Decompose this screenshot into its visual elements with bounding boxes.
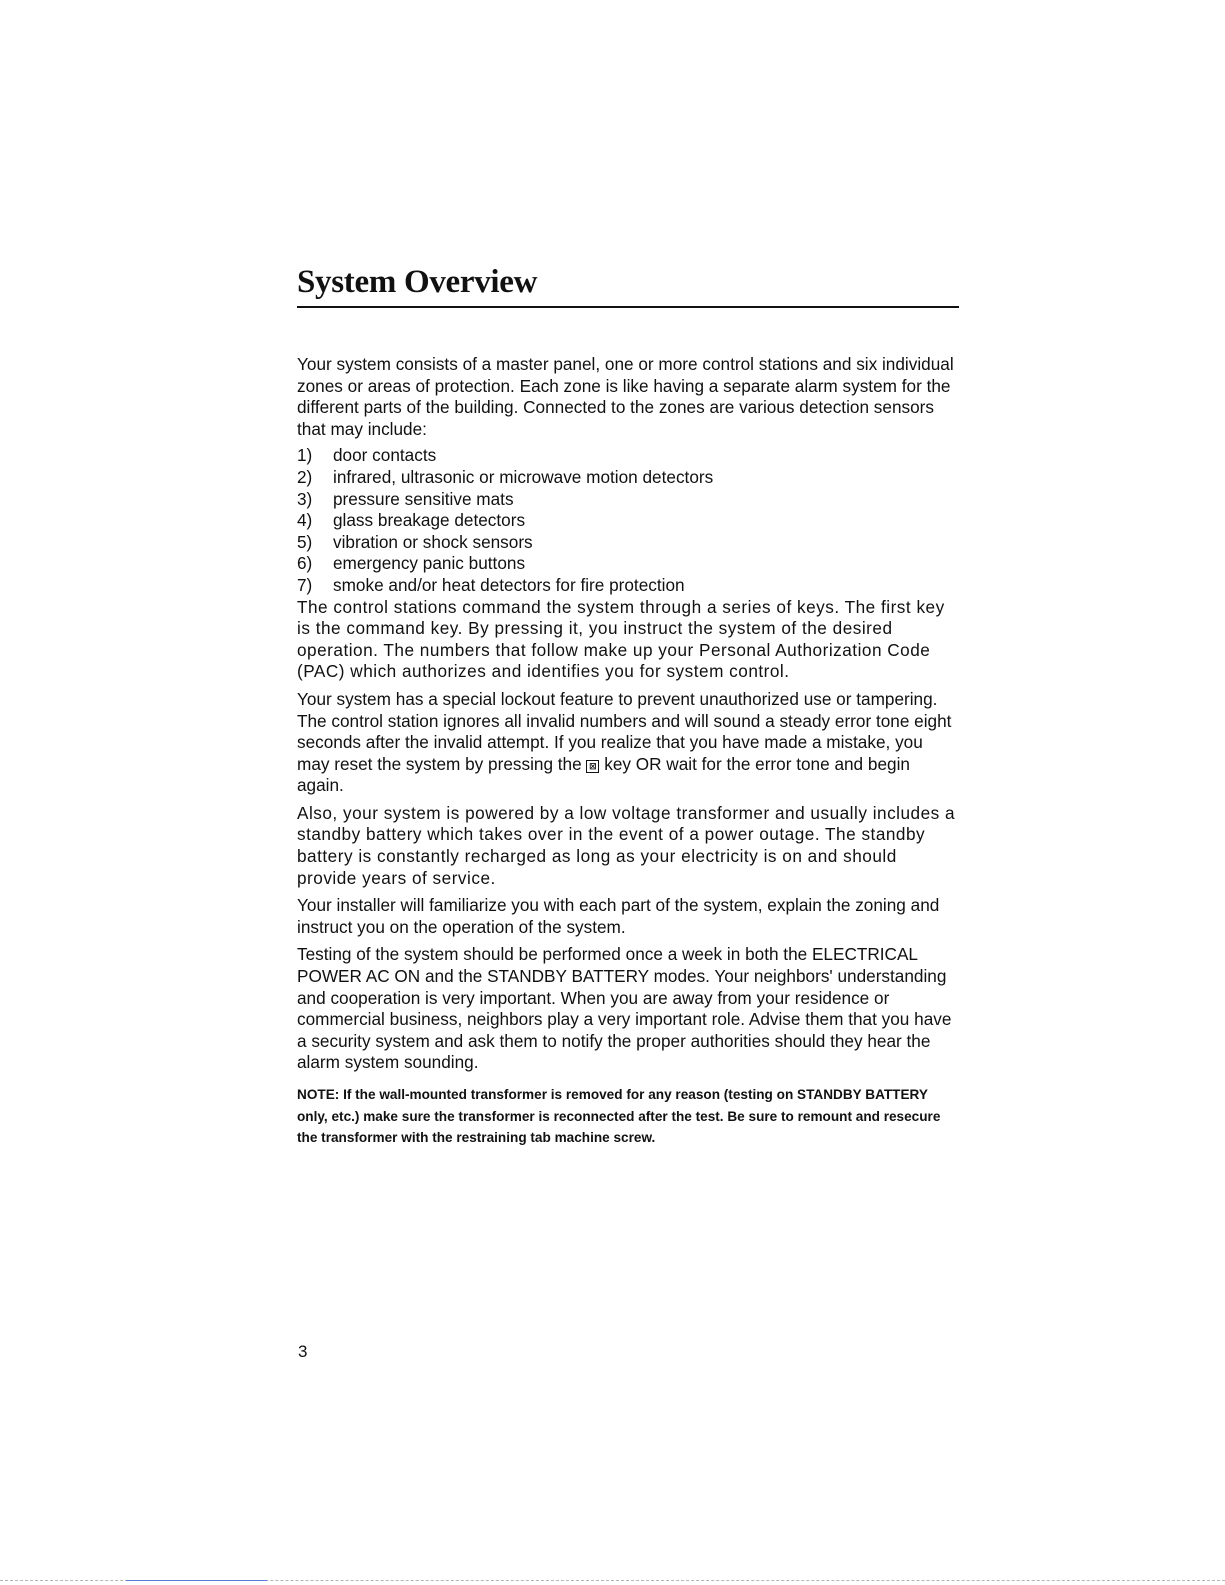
- note-paragraph: NOTE: If the wall-mounted transformer is removed for any reason (testing on STANDBY BATTERY only, etc.) make sure the transformer is reconnected after the test. Be sure to remount and resecure the transformer with the restraining tab machine screw.: [297, 1087, 941, 1146]
- lockout-paragraph: [297, 689, 959, 797]
- list-item-text: smoke and/or heat detectors for fire protection: [333, 574, 685, 595]
- list-item: [297, 445, 959, 467]
- list-item-number: 2): [297, 466, 313, 487]
- power-paragraph: Also, your system is powered by a low voltage transformer and usually includes a standby battery which takes over in the event of a power outage. The standby battery is constantly recharged as long as your electricity is on and should provide years of service.: [297, 802, 956, 888]
- installer-paragraph: Your installer will familiarize you with each part of the system, explain the zoning and instruct you on the operation of the system.: [297, 895, 940, 937]
- list-item-text: pressure sensitive mats: [333, 488, 514, 509]
- list-item: [297, 553, 959, 575]
- page-number: 3: [298, 1342, 308, 1361]
- list-item-text: infrared, ultrasonic or microwave motion detectors: [333, 466, 714, 487]
- list-item: [297, 510, 959, 532]
- sensor-list: [297, 445, 959, 596]
- intro-paragraph: Your system consists of a master panel, one or more control stations and six individual zones or areas of protection. Each zone is like having a separate alarm system for the different parts of the building. Connected to the zones are various detection sensors that may include:: [297, 354, 954, 439]
- list-item: [297, 489, 959, 511]
- page-body: [297, 354, 959, 1149]
- list-item-number: 6): [297, 553, 313, 574]
- list-item-number: 3): [297, 488, 313, 509]
- list-item-number: 5): [297, 531, 313, 552]
- testing-paragraph: Testing of the system should be performed once a week in both the ELECTRICAL POWER AC ON and the STANDBY BATTERY modes. Your neighbors' understanding and cooperation is very important. When you are away from your residence or commercial business, neighbors play a very important role. Advise them that you have a security system and ask them to notify the proper authorities should they hear the alarm system sounding.: [297, 944, 952, 1073]
- list-item: [297, 467, 959, 489]
- list-item-text: emergency panic buttons: [333, 553, 526, 574]
- control-stations-paragraph: The control stations command the system through a series of keys. The first key is the command key. By pressing it, you instruct the system of the desired operation. The numbers that follow make up your Personal Authorization Code (PAC) which authorizes and identifies you for system control.: [297, 596, 945, 682]
- list-item-text: glass breakage detectors: [333, 510, 526, 531]
- title-underline: [297, 306, 959, 308]
- list-item: [297, 575, 959, 597]
- list-item-text: door contacts: [333, 445, 437, 466]
- lockout-text-continued: key OR wait for the error tone and begin again.: [297, 753, 910, 796]
- list-item-number: 7): [297, 574, 313, 595]
- list-item-number: 1): [297, 445, 313, 466]
- list-item-number: 4): [297, 510, 313, 531]
- manual-page: [297, 262, 959, 1149]
- page-title: System Overview: [297, 264, 538, 300]
- list-item: [297, 532, 959, 554]
- list-item-text: vibration or shock sensors: [333, 531, 533, 552]
- bottom-link-underline: [126, 1580, 267, 1581]
- clear-key-icon: ⊠: [586, 760, 599, 773]
- lockout-text: Your system has a special lockout feature to prevent unauthorized use or tampering. The control station ignores all invalid numbers and will sound a steady error tone eight seconds after the invalid attempt. If you realize that you have made a mistake, you may reset the system by pressing the: [297, 688, 952, 774]
